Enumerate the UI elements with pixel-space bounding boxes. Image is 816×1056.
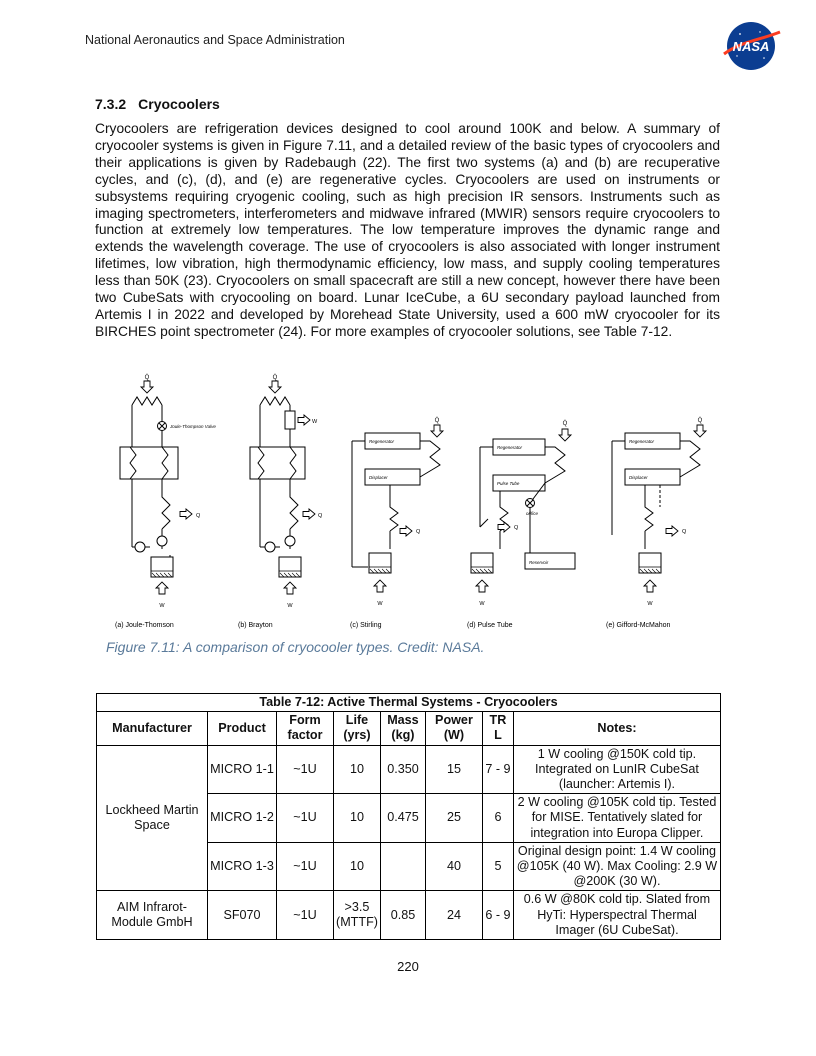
panel-label: (b) Brayton xyxy=(238,622,273,629)
svg-text:W: W xyxy=(287,603,293,609)
cell-product: SF070 xyxy=(208,891,277,940)
svg-text:Q: Q xyxy=(196,513,201,519)
col-notes: Notes: xyxy=(513,712,720,745)
cell-manufacturer: Lockheed Martin Space xyxy=(97,745,208,891)
cell-product: MICRO 1-1 xyxy=(208,745,277,794)
svg-text:Q̇: Q̇ xyxy=(144,375,150,381)
svg-text:Regenerator: Regenerator xyxy=(629,439,655,444)
cell-life: 10 xyxy=(334,842,381,891)
cell-trl: 6 xyxy=(482,794,513,843)
cell-form: ~1U xyxy=(277,842,334,891)
col-power: Power (W) xyxy=(425,712,482,745)
section-heading xyxy=(95,96,220,112)
cell-life: 10 xyxy=(334,794,381,843)
svg-text:Reservoir: Reservoir xyxy=(529,560,549,565)
cell-product: MICRO 1-2 xyxy=(208,794,277,843)
cell-notes: 1 W cooling @150K cold tip. Integrated on LunIR CubeSat (launcher: Artemis I). xyxy=(513,745,720,794)
panel-label: (a) Joule-Thomson xyxy=(115,622,174,629)
cell-notes: Original design point: 1.4 W cooling @105K (40 W). Max Cooling: 2.9 W @200K (30 W). xyxy=(513,842,720,891)
svg-text:Q: Q xyxy=(416,529,421,535)
nasa-logo xyxy=(720,20,782,72)
cell-life: 10 xyxy=(334,745,381,794)
cell-form: ~1U xyxy=(277,794,334,843)
svg-text:NASA: NASA xyxy=(732,39,770,54)
svg-text:Q̇: Q̇ xyxy=(562,421,568,427)
svg-text:W: W xyxy=(159,603,165,609)
svg-text:Q̇: Q̇ xyxy=(272,375,278,381)
cell-notes: 0.6 W @80K cold tip. Slated from HyTi: Hyperspectral Thermal Imager (6U CubeSat). xyxy=(513,891,720,940)
cell-trl: 7 - 9 xyxy=(482,745,513,794)
cell-power: 24 xyxy=(425,891,482,940)
col-mass: Mass (kg) xyxy=(380,712,425,745)
header-organization: National Aeronautics and Space Administration xyxy=(85,33,345,47)
cell-power: 15 xyxy=(425,745,482,794)
svg-text:Displacer: Displacer xyxy=(369,475,388,480)
cell-manufacturer: AIM Infrarot-Module GmbH xyxy=(97,891,208,940)
table-row xyxy=(97,891,721,940)
section-title: Cryocoolers xyxy=(138,96,220,112)
section-number: 7.3.2 xyxy=(95,96,127,112)
svg-text:Regenerator: Regenerator xyxy=(369,439,395,444)
col-trl: TR L xyxy=(482,712,513,745)
cell-mass: 0.475 xyxy=(380,794,425,843)
table-title: Table 7-12: Active Thermal Systems - Cryocoolers xyxy=(97,694,721,712)
table-row xyxy=(97,745,721,794)
cryocooler-table xyxy=(96,693,721,940)
svg-text:orifice: orifice xyxy=(526,511,539,516)
cell-power: 25 xyxy=(425,794,482,843)
figure-caption: Figure 7.11: A comparison of cryocooler types. Credit: NASA. xyxy=(106,639,485,655)
cell-power: 40 xyxy=(425,842,482,891)
page-number: 220 xyxy=(397,959,419,974)
svg-text:W: W xyxy=(312,419,318,425)
svg-text:Joule-Thompson Valve: Joule-Thompson Valve xyxy=(170,424,216,429)
cryocooler-figure xyxy=(100,367,717,632)
cell-trl: 6 - 9 xyxy=(482,891,513,940)
body-paragraph: Cryocoolers are refrigeration devices designed to cool around 100K and below. A summary of cryocooler systems is given in Figure 7.11, and a detailed review of the basic types of cryocoolers and their applications is given by Radebaugh (22). The first two systems (a) and (b) are recuperative cycles, and (c), (d), and (e) are regenerative cycles. Cryocoolers are used on instruments or subsystems requiring cryogenic cooling, such as high precision IR sensors. Instruments such as imaging spectrometers, interferometers and midwave infrared (MWIR) sensors require cryocoolers to function at extremely low temperatures. The low temperature improves the dynamic range and extends the wavelength coverage. The use of cryocoolers is also associated with longer instrument lifetimes, low vibration, high thermodynamic efficiency, low mass, and supply cooling temperatures less than 50K (23). Cryocoolers on small spacecraft are still a new concept, however there have been two CubeSats with cryocooling on board. Lunar IceCube, a 6U secondary payload launched from Artemis I in 2022 and developed by Morehead State University, used a 600 mW cryocooler for its BIRCHES point spectrometer (24). For more examples of cryocooler solutions, see Table 7-12. xyxy=(95,121,720,339)
cell-form: ~1U xyxy=(277,891,334,940)
col-product: Product xyxy=(208,712,277,745)
cell-product: MICRO 1-3 xyxy=(208,842,277,891)
svg-text:Displacer: Displacer xyxy=(629,475,648,480)
cell-mass: 0.85 xyxy=(380,891,425,940)
cell-notes: 2 W cooling @105K cold tip. Tested for MISE. Tentatively slated for integration into Europa Clipper. xyxy=(513,794,720,843)
svg-text:Q: Q xyxy=(318,513,323,519)
svg-text:W: W xyxy=(377,601,383,607)
svg-text:W: W xyxy=(479,601,485,607)
panel-label: (d) Pulse Tube xyxy=(467,622,513,629)
panel-label: (e) Gifford-McMahon xyxy=(606,622,671,629)
cell-mass xyxy=(380,842,425,891)
svg-text:Regenerator: Regenerator xyxy=(497,445,523,450)
svg-text:Q̇: Q̇ xyxy=(697,418,703,424)
cell-trl: 5 xyxy=(482,842,513,891)
svg-text:Q: Q xyxy=(682,529,687,535)
svg-text:Q: Q xyxy=(514,525,519,531)
panel-label: (c) Stirling xyxy=(350,622,382,629)
col-life: Life (yrs) xyxy=(334,712,381,745)
cell-form: ~1U xyxy=(277,745,334,794)
svg-text:Pulse Tube: Pulse Tube xyxy=(497,481,520,486)
col-manufacturer: Manufacturer xyxy=(97,712,208,745)
svg-text:Q̇: Q̇ xyxy=(434,418,440,424)
col-form-factor: Form factor xyxy=(277,712,334,745)
cell-mass: 0.350 xyxy=(380,745,425,794)
cell-life: >3.5 (MTTF) xyxy=(334,891,381,940)
svg-text:W: W xyxy=(647,601,653,607)
table-header-row xyxy=(97,712,721,745)
